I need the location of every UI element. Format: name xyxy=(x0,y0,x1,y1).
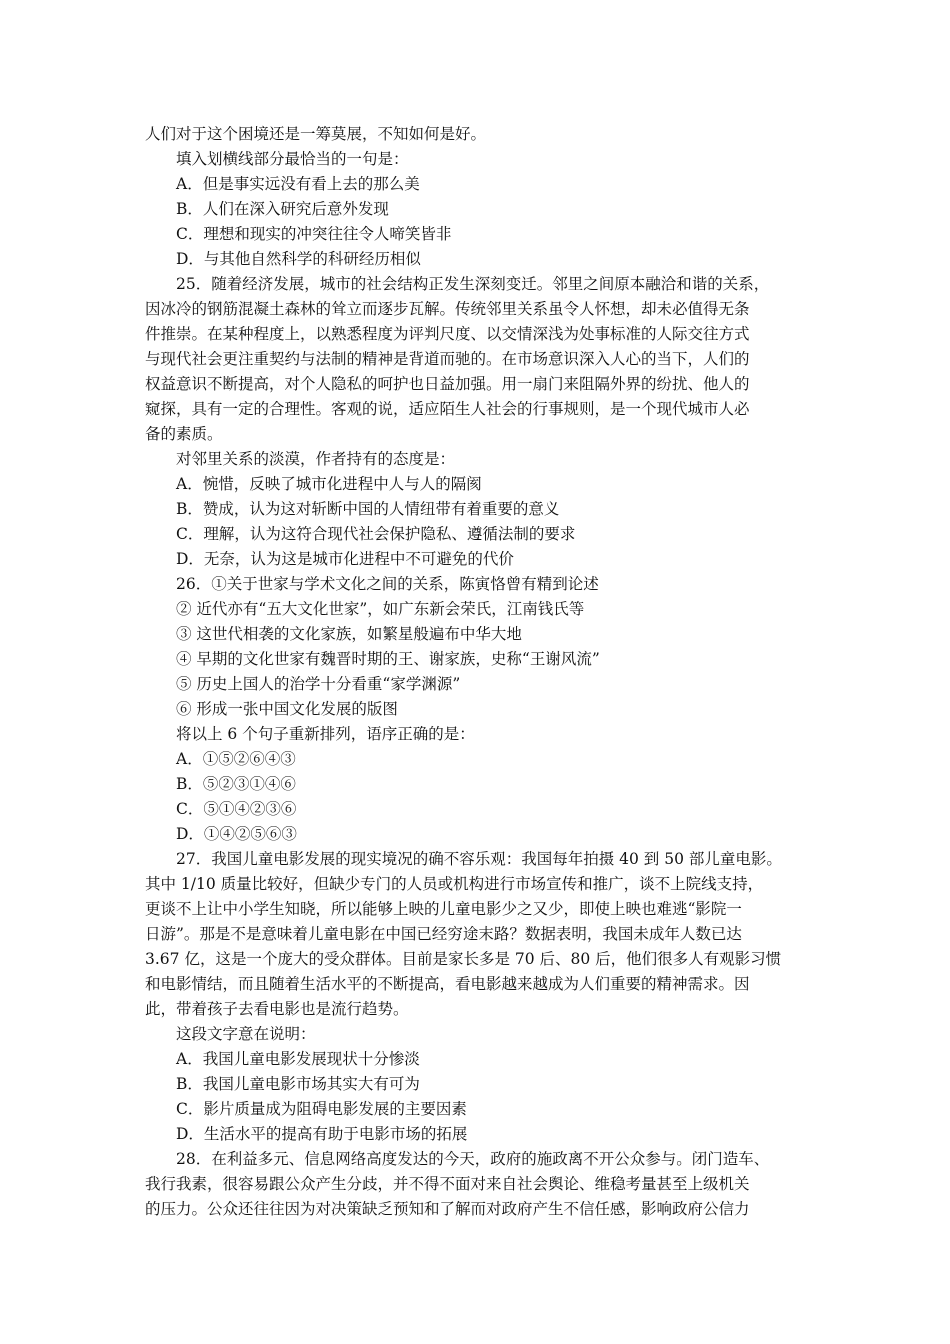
q27-option-c: C．影片质量成为阻碍电影发展的主要因素 xyxy=(176,1100,467,1118)
q26-option-d: D．①④②⑤⑥③ xyxy=(176,825,297,843)
q26-option-c: C．⑤①④②③⑥ xyxy=(176,800,297,818)
q28-text-line-3: 的压力。公众还往往因为对决策缺乏预知和了解而对政府产生不信任感，影响政府公信力 xyxy=(145,1200,750,1218)
q27-text-line-7: 此，带着孩子去看电影也是流行趋势。 xyxy=(145,1000,409,1018)
q26-option-b: B．⑤②③①④⑥ xyxy=(176,775,296,793)
q27-text-line-2: 其中 1/10 质量比较好，但缺少专门的人员或机构进行市场宣传和推广，谈不上院线支持， xyxy=(145,875,764,893)
q25-option-b: B．赞成，认为这对斩断中国的人情纽带有着重要的意义 xyxy=(176,500,560,518)
q25-prompt: 对邻里关系的淡漠，作者持有的态度是： xyxy=(176,450,456,468)
q26-option-a: A．①⑤②⑥④③ xyxy=(176,750,296,768)
q24-prompt: 填入划横线部分最恰当的一句是： xyxy=(176,150,409,168)
q25-text-line-6: 窥探，具有一定的合理性。客观的说，适应陌生人社会的行事规则，是一个现代城市人必 xyxy=(145,400,750,418)
q28-text-line-2: 我行我素，很容易跟公众产生分歧，并不得不面对来自社会舆论、维稳考量甚至上级机关 xyxy=(145,1175,750,1193)
q27-text-line-5: 3.67 亿，这是一个庞大的受众群体。目前是家长多是 70 后、80 后，他们很多人有观影习惯 xyxy=(145,950,782,968)
q25-option-a: A．惋惜，反映了城市化进程中人与人的隔阂 xyxy=(176,475,482,493)
q24-option-a: A．但是事实远没有看上去的那么美 xyxy=(176,175,420,193)
q26-sentence-4: ④ 早期的文化世家有魏晋时期的王、谢家族，史称“王谢风流” xyxy=(176,650,600,668)
q24-tail-line: 人们对于这个困境还是一筹莫展，不知如何是好。 xyxy=(145,125,487,143)
q27-option-b: B．我国儿童电影市场其实大有可为 xyxy=(176,1075,420,1093)
q25-text-line-5: 权益意识不断提高，对个人隐私的呵护也日益加强。用一扇门来阻隔外界的纷扰、他人的 xyxy=(145,375,750,393)
q26-sentence-5: ⑤ 历史上国人的治学十分看重“家学渊源” xyxy=(176,675,461,693)
q25-text-line-3: 件推崇。在某种程度上，以熟悉程度为评判尺度、以交情深浅为处事标准的人际交往方式 xyxy=(145,325,750,343)
q24-option-b: B．人们在深入研究后意外发现 xyxy=(176,200,389,218)
q25-text-line-7: 备的素质。 xyxy=(145,425,223,443)
q25-text-line-1: 25．随着经济发展，城市的社会结构正发生深刻变迁。邻里之间原本融洽和谐的关系， xyxy=(176,275,770,293)
q25-option-d: D．无奈，认为这是城市化进程中不可避免的代价 xyxy=(176,550,514,568)
q27-option-a: A．我国儿童电影发展现状十分惨淡 xyxy=(176,1050,420,1068)
q26-sentence-6: ⑥ 形成一张中国文化发展的版图 xyxy=(176,700,398,718)
q27-option-d: D．生活水平的提高有助于电影市场的拓展 xyxy=(176,1125,468,1143)
q27-prompt: 这段文字意在说明： xyxy=(176,1025,316,1043)
q26-sentence-2: ② 近代亦有“五大文化世家”，如广东新会荣氏，江南钱氏等 xyxy=(176,600,585,618)
q25-option-c: C．理解，认为这符合现代社会保护隐私、遵循法制的要求 xyxy=(176,525,576,543)
q28-text-line-1: 28．在利益多元、信息网络高度发达的今天，政府的施政离不开公众参与。闭门造车、 xyxy=(176,1150,770,1168)
q25-text-line-4: 与现代社会更注重契约与法制的精神是背道而驰的。在市场意识深入人心的当下，人们的 xyxy=(145,350,750,368)
q26-sentence-1: 26．①关于世家与学术文化之间的关系，陈寅恪曾有精到论述 xyxy=(176,575,599,593)
q25-text-line-2: 因冰冷的钢筋混凝土森林的耸立而逐步瓦解。传统邻里关系虽令人怀想，却未必值得无条 xyxy=(145,300,750,318)
q26-prompt: 将以上 6 个句子重新排列，语序正确的是： xyxy=(176,725,475,743)
q27-text-line-6: 和电影情结，而且随着生活水平的不断提高，看电影越来越成为人们重要的精神需求。因 xyxy=(145,975,750,993)
q27-text-line-4: 日游”。那是不是意味着儿童电影在中国已经穷途末路？数据表明，我国未成年人数已达 xyxy=(145,925,742,943)
q24-option-d: D．与其他自然科学的科研经历相似 xyxy=(176,250,421,268)
q26-sentence-3: ③ 这世代相袭的文化家族，如繁星般遍布中华大地 xyxy=(176,625,522,643)
exam-page xyxy=(145,122,813,1222)
q27-text-line-1: 27．我国儿童电影发展的现实境况的确不容乐观：我国每年拍摄 40 到 50 部儿童电影。 xyxy=(176,850,782,868)
q24-option-c: C．理想和现实的冲突往往令人啼笑皆非 xyxy=(176,225,452,243)
q27-text-line-3: 更谈不上让中小学生知晓，所以能够上映的儿童电影少之又少，即使上映也难逃“影院一 xyxy=(145,900,742,918)
